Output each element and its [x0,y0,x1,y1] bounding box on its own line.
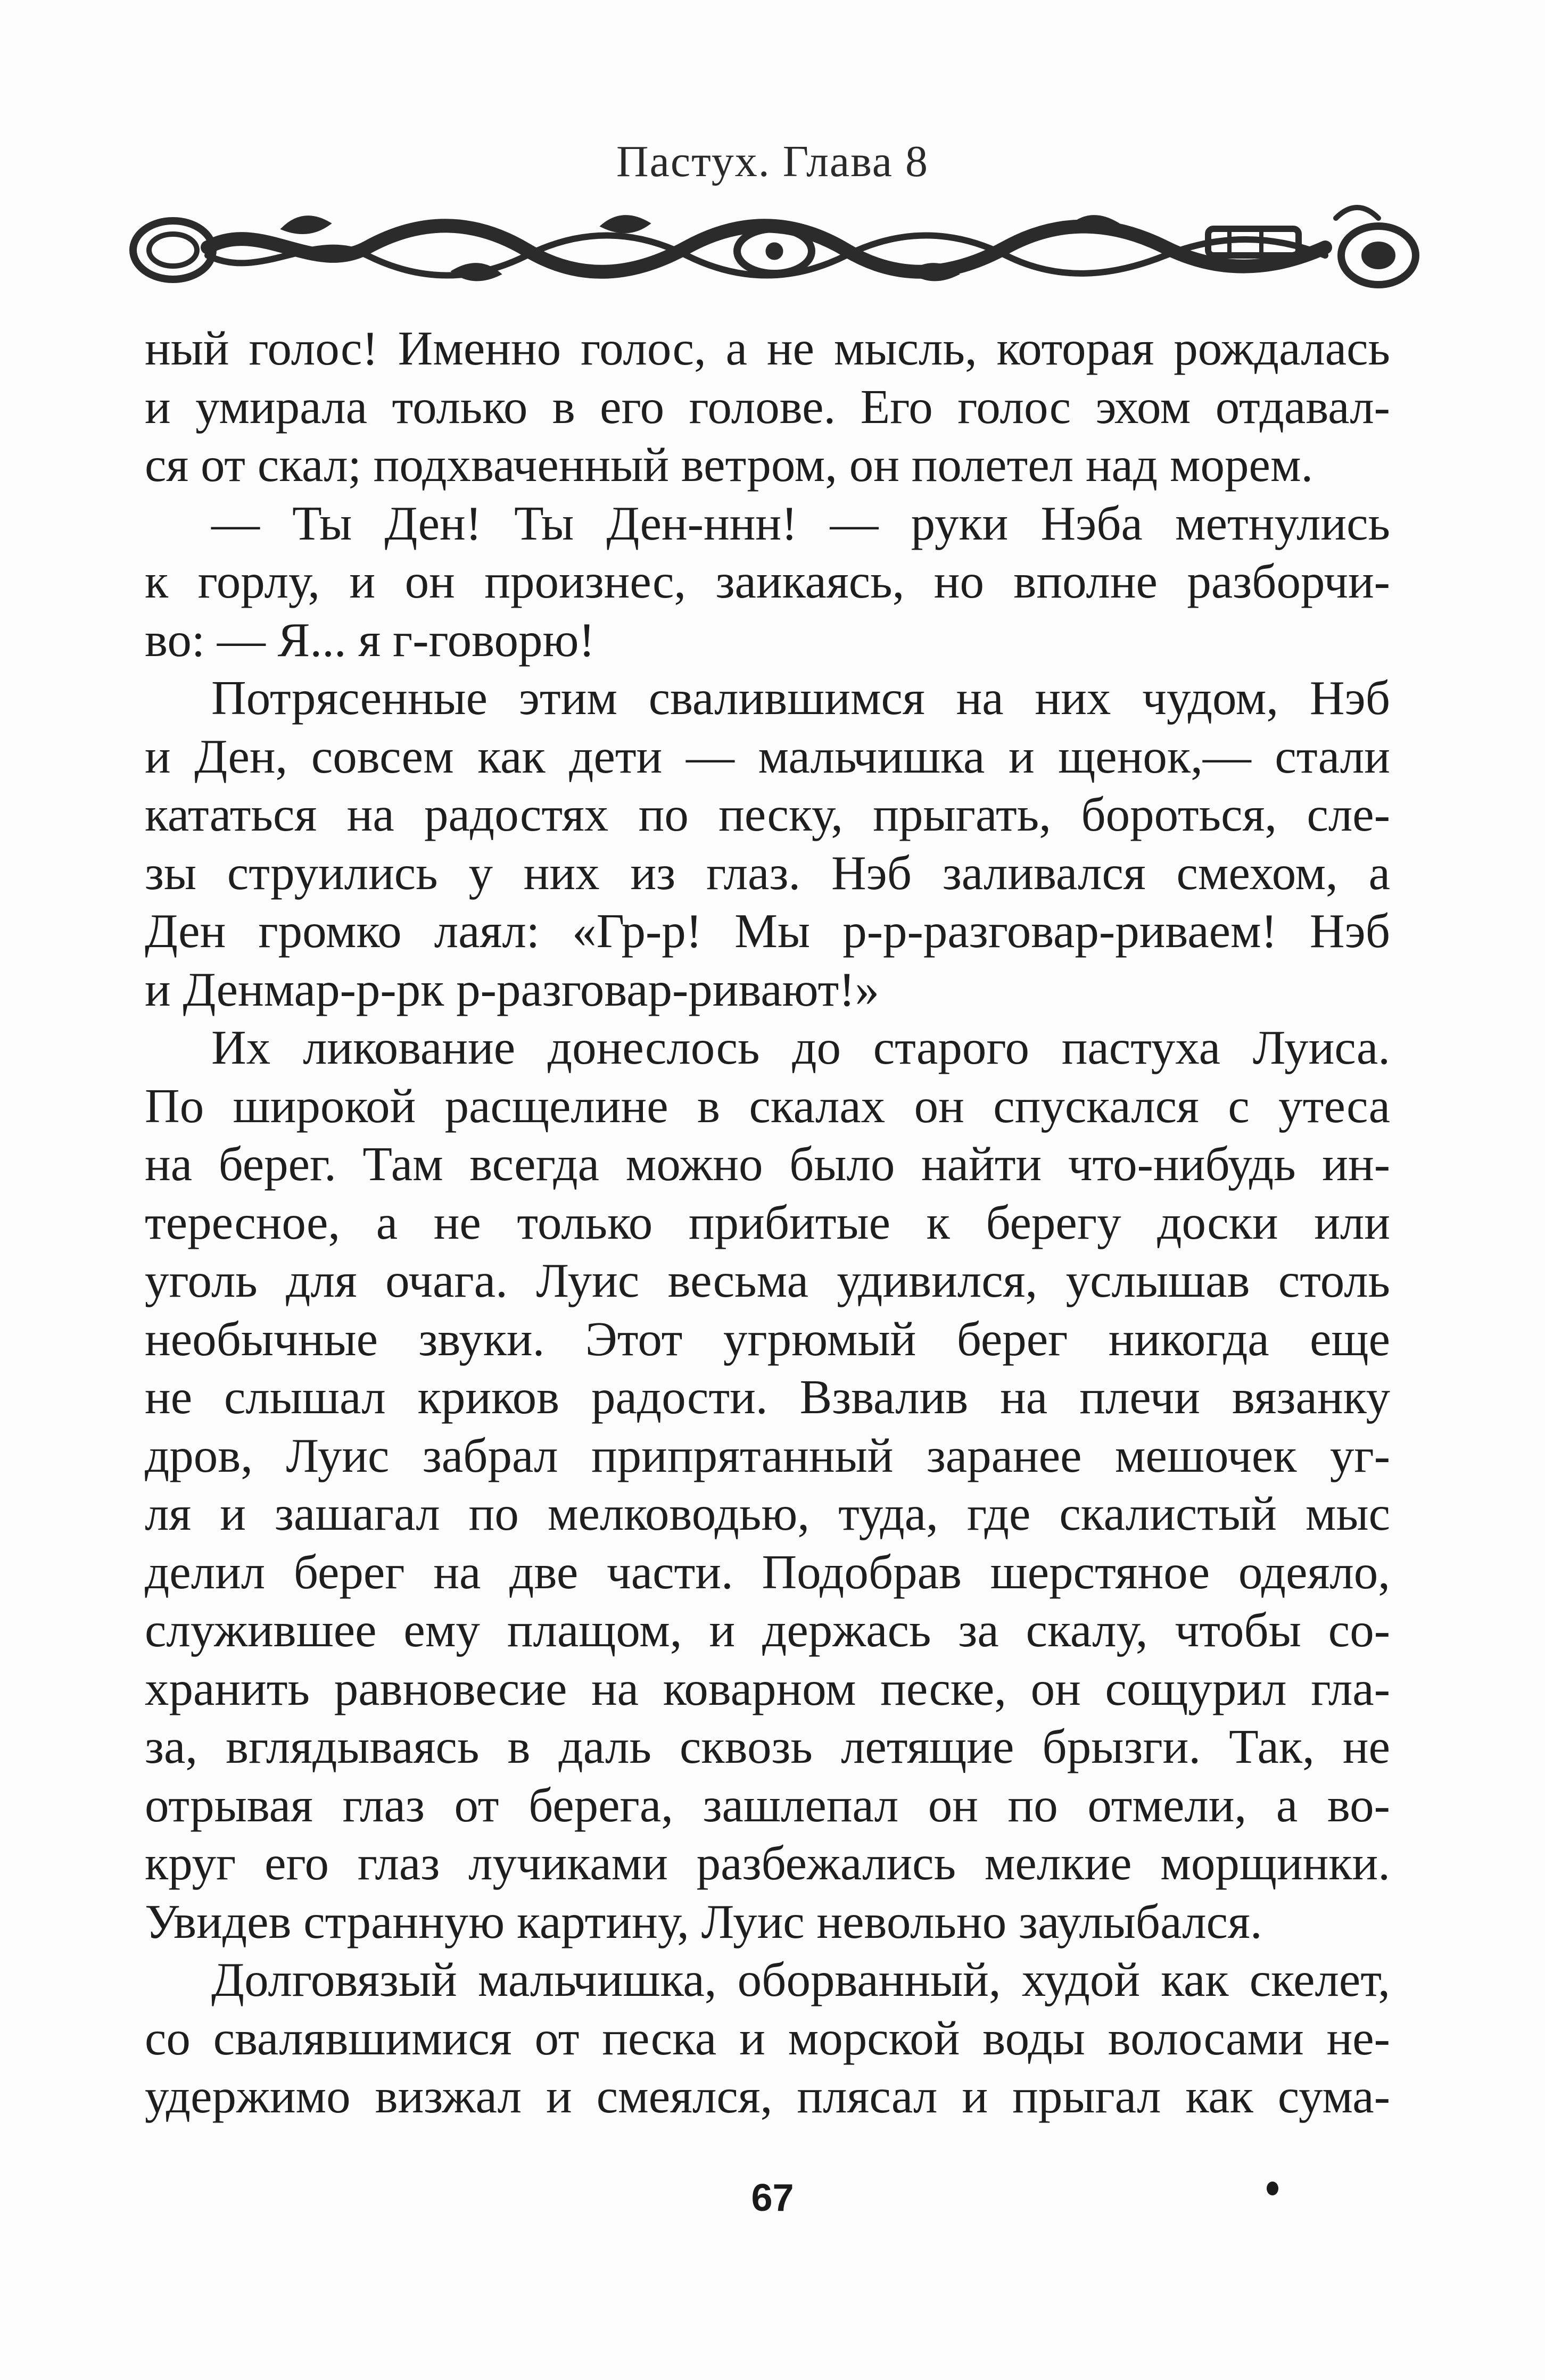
text-line: Долговязый мальчишка, оборванный, худой как скелет, [211,1953,1390,2006]
text-line: тересное, а не только прибитые к берегу доски или [145,1195,1390,1249]
text-line: и Денмар-р-рк р-разговар-ривают!» [145,962,880,1016]
text-line: отрывая глаз от берега, зашлепал он по отмели, а во- [145,1778,1390,1832]
chapter-text [145,319,1390,2126]
text-line: ся от скал; подхваченный ветром, он полетел над морем. [145,438,1313,492]
text-line: уголь для очага. Луис весьма удивился, услышав столь [145,1254,1390,1307]
decorative-vine-divider-icon [122,197,1426,298]
text-line: со свалявшимися от песка и морской воды волосами не- [145,2011,1390,2065]
text-line: Ден громко лаял: «Гр-р! Мы р-р-разговар-риваем! Нэб [145,904,1390,958]
text-line: зы струились у них из глаз. Нэб заливался смехом, а [145,845,1390,900]
text-line: необычные звуки. Этот угрюмый берег никогда еще [145,1312,1390,1366]
text-line: во: — Я... я г-говорю! [145,612,595,667]
page-number: 67 [751,2177,794,2219]
text-line: хранить равновесие на коварном песке, он сощурил гла- [145,1661,1390,1715]
text-line: на берег. Там всегда можно было найти что-нибудь ин- [145,1137,1390,1191]
text-line: круг его глаз лучиками разбежались мелкие морщинки. [145,1836,1390,1890]
text-line: к горлу, и он произнес, заикаясь, но вполне разборчи- [145,554,1390,608]
text-line: дров, Луис забрал припрятанный заранее мешочек уг- [145,1428,1390,1482]
text-line: служившее ему плащом, и держась за скалу, чтобы со- [145,1603,1390,1657]
text-line: ля и зашагал по мелководью, туда, где скалистый мыс [145,1487,1390,1540]
text-line: удержимо визжал и смеялся, плясал и прыгал как сума- [145,2069,1390,2123]
text-line: ный голос! Именно голос, а не мысль, которая рождалась [145,321,1390,375]
text-line: Потрясенные этим свалившимся на них чудом, Нэб [211,671,1390,725]
running-header: Пастух. Глава 8 [616,137,929,186]
text-line: и Ден, совсем как дети — мальчишка и щенок,— стали [145,729,1390,783]
text-line: — Ты Ден! Ты Ден-ннн! — руки Нэба метнулись [211,496,1390,550]
text-line: и умирала только в его голове. Его голос эхом отдавал- [145,379,1390,434]
text-line: не слышал криков радости. Взвалив на плечи вязанку [145,1370,1390,1424]
print-dot-mark [1267,2182,1278,2195]
text-line: делил берег на две части. Подобрав шерстяное одеяло, [145,1545,1390,1599]
text-line: Их ликование донеслось до старого пастуха Луиса. [211,1021,1390,1074]
text-line: Увидев странную картину, Луис невольно заулыбался. [145,1894,1262,1948]
text-line: кататься на радостях по песку, прыгать, бороться, сле- [145,787,1390,841]
text-line: По широкой расщелине в скалах он спускался с утеса [145,1079,1390,1133]
text-line: за, вглядываясь в даль сквозь летящие брызги. Так, не [145,1720,1390,1773]
